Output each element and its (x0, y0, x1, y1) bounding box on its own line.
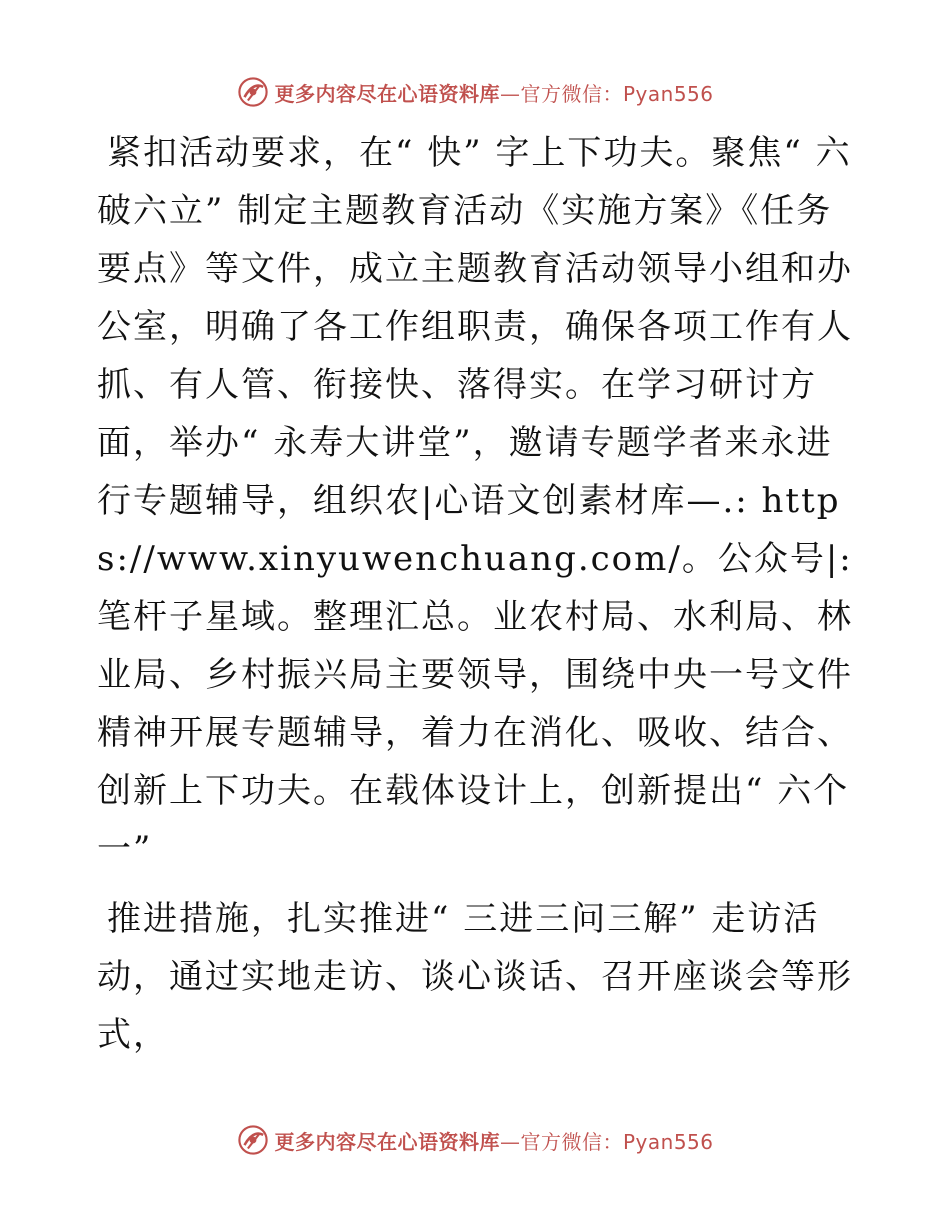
header-banner-text (274, 78, 713, 107)
pen-seal-logo-icon (236, 75, 270, 109)
paragraph-2: 推进措施，扎实推进“ 三进三问三解” 走访活动，通过实地走访、谈心谈话、召开座谈会等形式， (97, 899, 853, 1055)
banner-wechat-label: 官方微信： (520, 81, 623, 106)
banner-main-text: 更多内容尽在心语资料库 (274, 81, 500, 106)
header-banner (0, 72, 950, 112)
document-body (97, 124, 857, 1064)
pen-seal-logo-icon (236, 1123, 270, 1157)
banner-wechat-id: Pyan556 (622, 81, 714, 106)
banner-wechat-label: 官方微信： (520, 1129, 623, 1154)
banner-dash: — (499, 81, 521, 106)
paragraph-1: 紧扣活动要求，在“ 快” 字上下功夫。聚焦“ 六破六立” 制定主题教育活动《实施方案》《任务要点》等文件，成立主题教育活动领导小组和办公室，明确了各工作组职责，确保各项工作有人抓、有人管、衔接快、落得实。在学习研讨方面，举办“ 永寿大讲堂”，邀请专题学者来永进行专题辅导，组织农|心语文创素材库—.: https://www.xinyuwenchuang.com/。公众号|: 笔杆子星域。整理汇总。业农村局、水利局、林业局、乡村振兴局主要领导，围绕中央一号文件精神开展专题辅导，着力在消化、吸收、结合、创新上下功夫。在载体设计上，创新提出“ 六个一” (97, 133, 853, 869)
banner-main-text: 更多内容尽在心语资料库 (274, 1129, 500, 1154)
footer-banner (0, 1120, 950, 1160)
footer-banner-text (274, 1126, 713, 1155)
banner-wechat-id: Pyan556 (622, 1129, 714, 1154)
banner-dash: — (499, 1129, 521, 1154)
